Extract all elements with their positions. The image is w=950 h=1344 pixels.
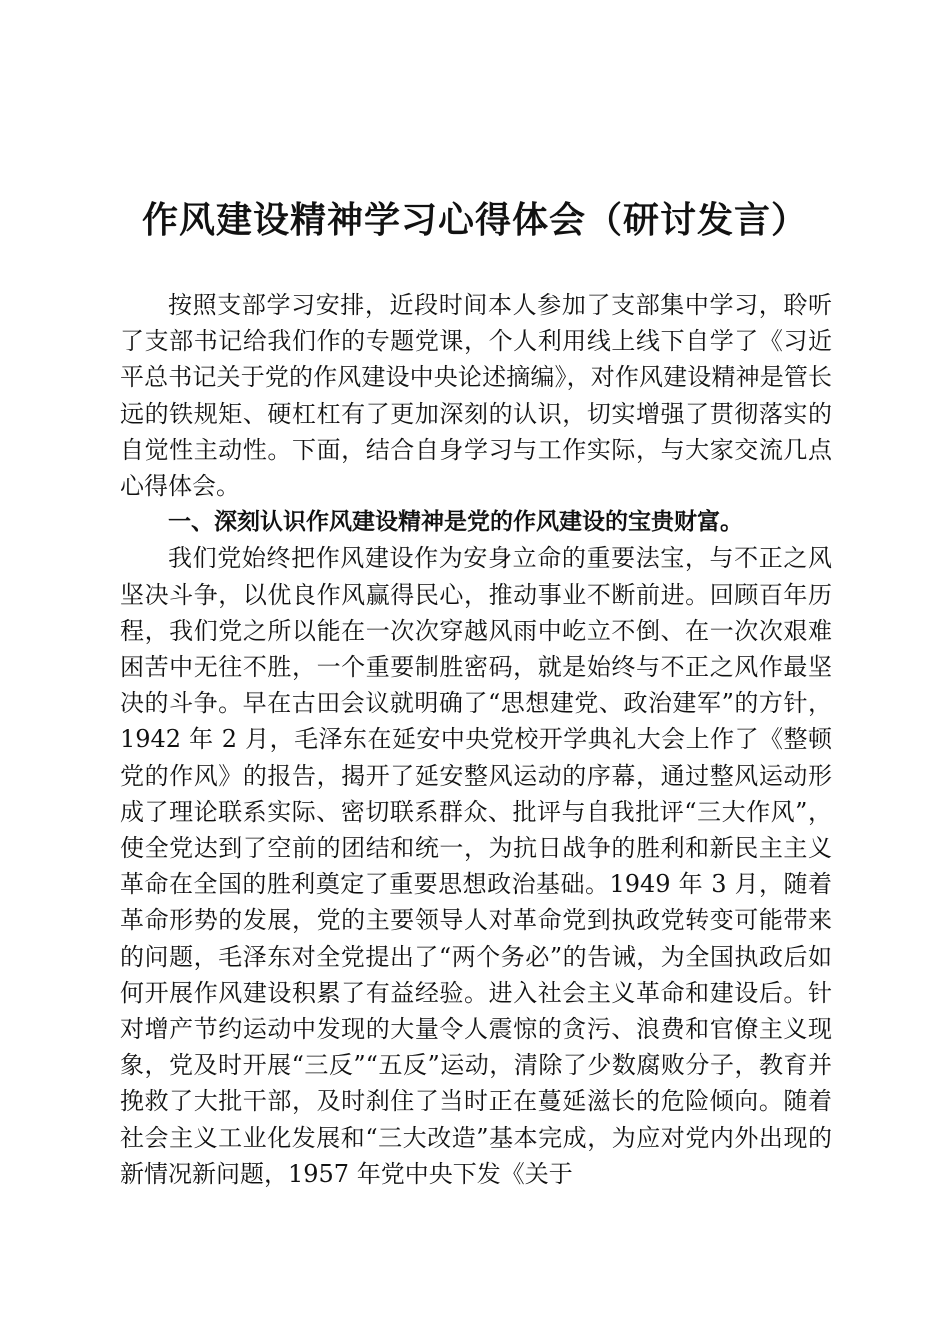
document-body <box>120 287 832 1192</box>
document-title: 作风建设精神学习心得体会（研讨发言） <box>141 199 808 241</box>
section-heading-1: 一、深刻认识作风建设精神是党的作风建设的宝贵财富。 <box>168 509 743 536</box>
section-1-paragraph: 我们党始终把作风建设作为安身立命的重要法宝，与不正之风坚决斗争，以优良作风赢得民心，推动事业不断前进。回顾百年历程，我们党之所以能在一次次穿越风雨中屹立不倒、在一次次艰难困苦中无往不胜，一个重要制胜密码，就是始终与不正之风作最坚决的斗争。早在古田会议就明确了“思想建党、政治建军”的方针，1942 年 2 月，毛泽东在延安中央党校开学典礼大会上作了《整顿党的作风》的报告，揭开了延安整风运动的序幕，通过整风运动形成了理论联系实际、密切联系群众、批评与自我批评“三大作风”，使全党达到了空前的团结和统一，为抗日战争的胜利和新民主主义革命在全国的胜利奠定了重要思想政治基础。1949 年 3 月，随着革命形势的发展，党的主要领导人对革命党到执政党转变可能带来的问题，毛泽东对全党提出了“两个务必”的告诫，为全国执政后如何开展作风建设积累了有益经验。进入社会主义革命和建设后。针对增产节约运动中发现的大量令人震惊的贪污、浪费和官僚主义现象，党及时开展“三反”“五反”运动，清除了少数腐败分子，教育并挽救了大批干部，及时刹住了当时正在蔓延滋长的危险倾向。随着社会主义工业化发展和“三大改造”基本完成，为应对党内外出现的新情况新问题，1957 年党中央下发《关于 <box>120 544 832 1188</box>
intro-paragraph: 按照支部学习安排，近段时间本人参加了支部集中学习，聆听了支部书记给我们作的专题党课，个人利用线上线下自学了《习近平总书记关于党的作风建设中央论述摘编》，对作风建设精神是管长远的铁规矩、硬杠杠有了更加深刻的认识，切实增强了贯彻落实的自觉性主动性。下面，结合自身学习与工作实际，与大家交流几点心得体会。 <box>120 291 832 501</box>
